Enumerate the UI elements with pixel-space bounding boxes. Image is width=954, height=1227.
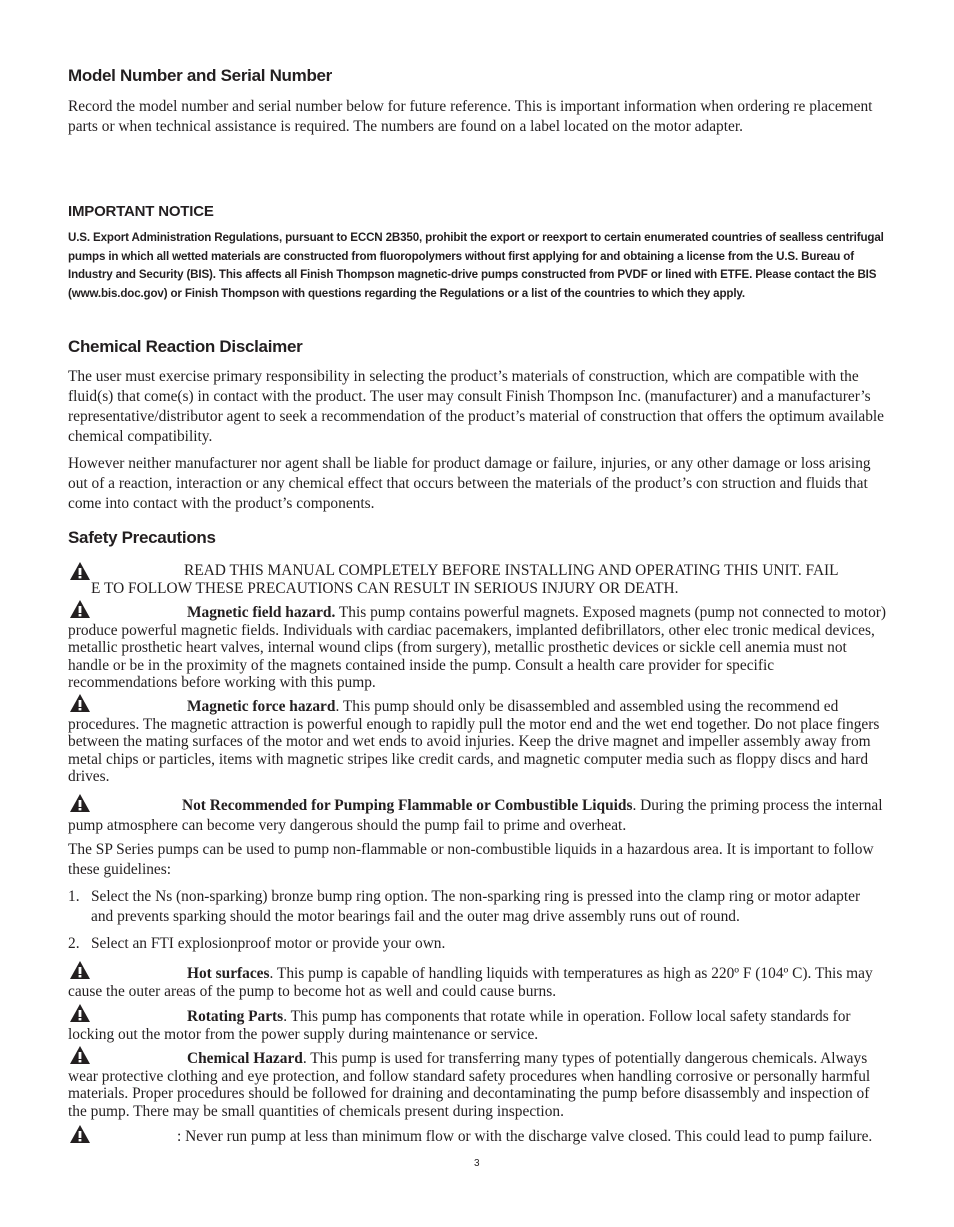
- sp-series-guidelines-text: The SP Series pumps can be used to pump non-flammable or non-combustible liquids in a hazardous area. It is important to follow these guidelines:: [68, 841, 874, 878]
- warning-rotating-parts-text: . This pump has components that rotate while in operation. Follow local safety standards for locking out the motor from the power supply during maintenance or service.: [68, 1008, 851, 1043]
- warning-magnetic-force-text: . This pump should only be disassembled and assembled using the recommend ed procedures. The magnetic attraction is powerful enough to rapidly pull the motor end and the wet end together. Do not place fingers between the mating surfaces of the motor and wet ends to avoid injuries. Keep the drive magnet and impeller assembly away from metal chips or particles, items with magnetic stripes like credit cards, and magnetic computer media such as floppy discs and hard drives.: [68, 698, 880, 786]
- warning-hot-surfaces: [68, 965, 886, 1000]
- warning-hot-surfaces-text: . This pump is capable of handling liquids with temperatures as high as 220º F (104º C). This may cause the outer areas of the pump to become hot as well and could cause burns.: [68, 965, 873, 1000]
- warning-magnetic-field-title: Magnetic field hazard.: [187, 604, 336, 621]
- warning-magnetic-force: [68, 698, 886, 786]
- warning-flammable-liquids: [68, 796, 886, 836]
- warning-read-manual-line-1: READ THIS MANUAL COMPLETELY BEFORE INSTALLING AND OPERATING THIS UNIT. FAIL: [184, 562, 839, 579]
- guideline-item-2: [68, 934, 886, 954]
- guideline-number: 1.: [68, 888, 80, 905]
- warning-hot-surfaces-title: Hot surfaces: [187, 965, 270, 982]
- warning-read-manual: [68, 562, 886, 597]
- important-notice-title: IMPORTANT NOTICE: [68, 203, 214, 220]
- guideline-text: Select an FTI explosionproof motor or provide your own.: [91, 935, 446, 952]
- warning-magnetic-field: [68, 604, 886, 692]
- important-notice-text: U.S. Export Administration Regulations, pursuant to ECCN 2B350, prohibit the export or reexport to certain enumerated countries of sealless centrifugal pumps in which all wetted materials are constructed from fluoropolymers without first applying for and obtaining a license from the U.S. Bureau of Industry and Security (BIS). This affects all Finish Thompson magnetic-drive pumps constructed from PVDF or lined with ETFE. Please contact the BIS (www.bis.doc.gov) or Finish Thompson with questions regarding the Regulations or a list of the countries to which they apply.: [68, 231, 884, 300]
- warning-minimum-flow-text: : Never run pump at less than minimum flow or with the discharge valve closed. This could lead to pump failure.: [177, 1128, 873, 1145]
- guideline-number: 2.: [68, 935, 80, 952]
- warning-rotating-parts: [68, 1008, 886, 1043]
- warning-read-manual-line-2: E TO FOLLOW THESE PRECAUTIONS CAN RESULT IN SERIOUS INJURY OR DEATH.: [91, 579, 679, 597]
- chemical-disclaimer-para-1: The user must exercise primary responsibility in selecting the product’s materials of construction, which are compatible with the fluid(s) that come(s) in contact with the product. The user may consult Finish Thompson Inc. (manufacturer) and a manufacturer’s representative/distributor agent to seek a recommendation of the product’s material of construction that offers the optimum available chemical compatibility.: [68, 368, 885, 445]
- model-serial-text: Record the model number and serial number below for future reference. This is important information when ordering re placement parts or when technical assistance is required. The numbers are found on a label located on the motor adapter.: [68, 98, 873, 135]
- warning-minimum-flow: [68, 1128, 886, 1146]
- guideline-text: Select the Ns (non-sparking) bronze bump ring option. The non-sparking ring is pressed into the clamp ring or motor adapter and prevents sparking should the motor bearings fail and the outer mag drive assembly runs out of round.: [91, 888, 861, 925]
- warning-magnetic-force-title: Magnetic force hazard: [187, 698, 336, 715]
- warning-rotating-parts-title: Rotating Parts: [187, 1008, 284, 1025]
- warning-magnetic-field-text: This pump contains powerful magnets. Exposed magnets (pump not connected to motor) produce powerful magnetic fields. Individuals with cardiac pacemakers, implanted defibrillators, other elec tronic medical devices, metallic prosthetic heart valves, internal wound clips (from surgery), metallic prosthetic devices or sickle cell anemia must not handle or be in the proximity of the magnets contained inside the pump. Consult a health care provider for specific recommendations before working with this pump.: [68, 604, 887, 692]
- model-serial-heading: Model Number and Serial Number: [68, 66, 332, 85]
- chemical-disclaimer-heading: Chemical Reaction Disclaimer: [68, 337, 303, 356]
- safety-precautions-heading: Safety Precautions: [68, 528, 216, 547]
- guideline-item-1: [68, 887, 886, 927]
- warning-chemical-hazard: [68, 1050, 886, 1120]
- chemical-disclaimer-para-2: However neither manufacturer nor agent shall be liable for product damage or failure, injuries, or any other damage or loss arising out of a reaction, interaction or any chemical effect that occurs between the materials of the product’s con struction and fluids that come into contact with the product’s components.: [68, 455, 871, 512]
- warning-chemical-hazard-title: Chemical Hazard: [187, 1050, 303, 1067]
- warning-flammable-liquids-title: Not Recommended for Pumping Flammable or Combustible Liquids: [182, 797, 633, 814]
- warning-flammable-liquids-text: . During the priming process the internal pump atmosphere can become very dangerous should the pump fail to prime and overheat.: [68, 797, 883, 834]
- page-number: 3: [474, 1158, 480, 1169]
- warning-chemical-hazard-text: . This pump is used for transferring many types of potentially dangerous chemicals. Always wear protective clothing and eye protection, and follow standard safety procedures when handling corrosive or personally harmful materials. Proper procedures should be followed for draining and decontaminating the pump before disassembly and inspection of the pump. There may be small quantities of chemicals present during inspection.: [68, 1050, 871, 1120]
